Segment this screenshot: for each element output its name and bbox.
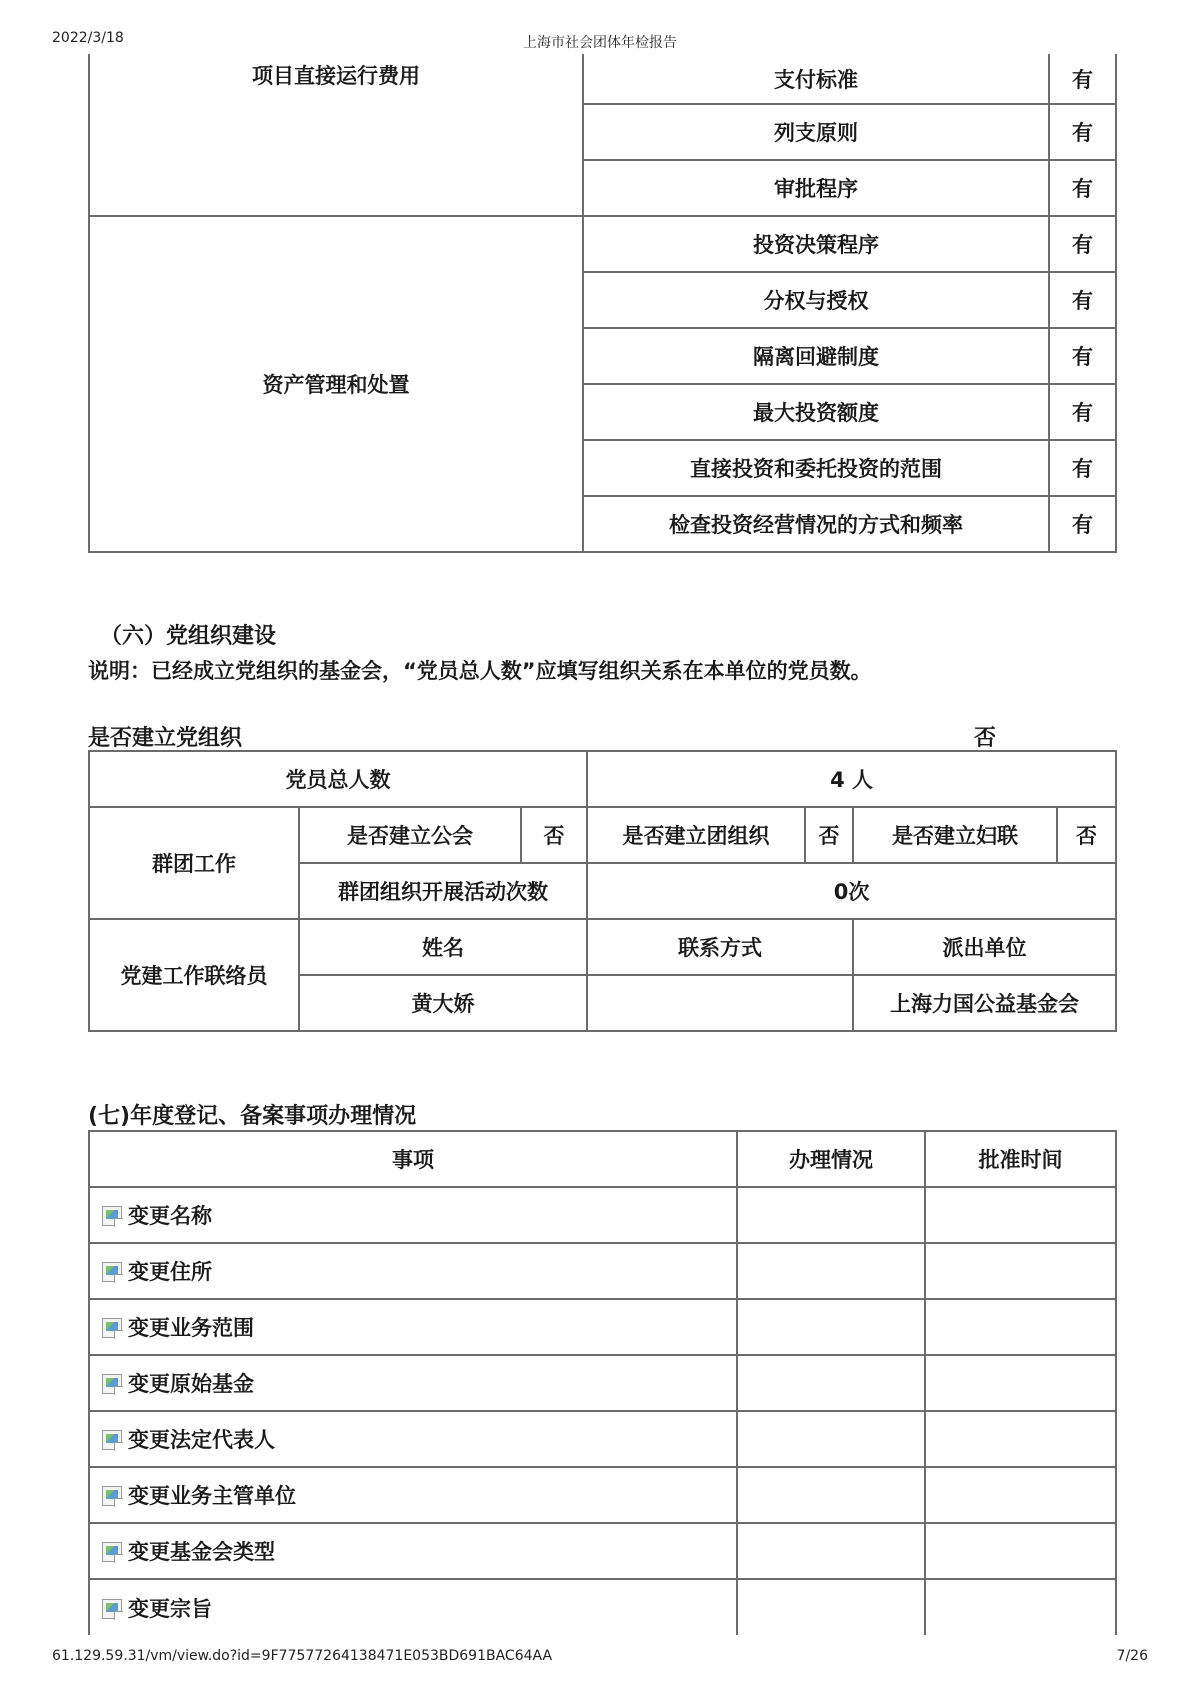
registration-time (925, 1355, 1116, 1411)
registration-status (737, 1411, 925, 1467)
registration-status (737, 1523, 925, 1579)
liaison-label: 党建工作联络员 (89, 919, 299, 1031)
page-number: 7/26 (1116, 1648, 1148, 1664)
table-row (89, 919, 1116, 975)
table-row (89, 54, 1116, 104)
activities-label: 群团组织开展活动次数 (299, 863, 587, 919)
mgmt-value: 有 (1049, 328, 1116, 384)
report-title: 上海市社会团体年检报告 (523, 35, 677, 51)
broken-image-icon (102, 1430, 122, 1450)
group-label: 资产管理和处置 (89, 216, 583, 552)
registration-item-label: 变更住所 (128, 1260, 212, 1284)
registration-section-title: (七)年度登记、备案事项办理情况 (88, 1104, 417, 1129)
contact-header: 联系方式 (587, 919, 853, 975)
registration-item-label: 变更名称 (128, 1204, 212, 1228)
table-row (89, 216, 1116, 272)
mgmt-value: 有 (1049, 216, 1116, 272)
table-header-row (89, 1131, 1116, 1187)
mgmt-item: 支付标准 (583, 54, 1049, 104)
registration-item (89, 1243, 737, 1299)
registration-status (737, 1355, 925, 1411)
broken-image-icon (102, 1262, 122, 1282)
group-label: 项目直接运行费用 (89, 54, 583, 216)
table-row (89, 751, 1116, 807)
union-value: 否 (521, 807, 587, 863)
name-header: 姓名 (299, 919, 587, 975)
registration-item-label: 变更业务范围 (128, 1316, 254, 1340)
mgmt-value: 有 (1049, 272, 1116, 328)
party-established-value: 否 (974, 726, 997, 751)
table-row (89, 1299, 1116, 1355)
registration-item (89, 1411, 737, 1467)
registration-time (925, 1243, 1116, 1299)
table-row (89, 1355, 1116, 1411)
members-label: 党员总人数 (89, 751, 587, 807)
league-label: 是否建立团组织 (587, 807, 805, 863)
table-row (89, 1523, 1116, 1579)
mgmt-item: 直接投资和委托投资的范围 (583, 440, 1049, 496)
registration-time (925, 1187, 1116, 1243)
broken-image-icon (102, 1374, 122, 1394)
status-header: 办理情况 (737, 1131, 925, 1187)
registration-status (737, 1299, 925, 1355)
page-url: 61.129.59.31/vm/view.do?id=9F77577264138471E053BD691BAC64AA (52, 1648, 553, 1664)
print-date: 2022/3/18 (52, 30, 124, 46)
mgmt-value: 有 (1049, 104, 1116, 160)
table-row (89, 1243, 1116, 1299)
mgmt-item: 审批程序 (583, 160, 1049, 216)
registration-item-label: 变更基金会类型 (128, 1540, 275, 1564)
registration-time (925, 1467, 1116, 1523)
mgmt-value: 有 (1049, 440, 1116, 496)
registration-time (925, 1523, 1116, 1579)
mgmt-item: 投资决策程序 (583, 216, 1049, 272)
time-header: 批准时间 (925, 1131, 1116, 1187)
league-value: 否 (805, 807, 853, 863)
registration-item (89, 1299, 737, 1355)
broken-image-icon (102, 1486, 122, 1506)
broken-image-icon (102, 1599, 122, 1619)
mgmt-item: 隔离回避制度 (583, 328, 1049, 384)
broken-image-icon (102, 1318, 122, 1338)
table-row (89, 1411, 1116, 1467)
registration-status (737, 1243, 925, 1299)
unit-header: 派出单位 (853, 919, 1116, 975)
item-header: 事项 (89, 1131, 737, 1187)
mgmt-value: 有 (1049, 496, 1116, 552)
registration-item (89, 1355, 737, 1411)
broken-image-icon (102, 1206, 122, 1226)
mass-work-label: 群团工作 (89, 807, 299, 919)
women-label: 是否建立妇联 (853, 807, 1057, 863)
registration-time (925, 1299, 1116, 1355)
mgmt-item: 列支原则 (583, 104, 1049, 160)
table-row (89, 807, 1116, 863)
members-value: 4 人 (587, 751, 1116, 807)
mgmt-item: 分权与授权 (583, 272, 1049, 328)
registration-item (89, 1523, 737, 1579)
table-row (89, 1467, 1116, 1523)
registration-item (89, 1467, 737, 1523)
union-label: 是否建立公会 (299, 807, 521, 863)
mgmt-item: 最大投资额度 (583, 384, 1049, 440)
registration-table (88, 1130, 1117, 1635)
management-table (88, 54, 1117, 553)
women-value: 否 (1057, 807, 1116, 863)
registration-time (925, 1411, 1116, 1467)
registration-item (89, 1579, 737, 1635)
mgmt-value: 有 (1049, 384, 1116, 440)
registration-item-label: 变更原始基金 (128, 1372, 254, 1396)
registration-item (89, 1187, 737, 1243)
liaison-unit: 上海力国公益基金会 (853, 975, 1116, 1031)
party-established-line (88, 721, 1115, 751)
mgmt-item: 检查投资经营情况的方式和频率 (583, 496, 1049, 552)
mgmt-value: 有 (1049, 160, 1116, 216)
registration-time (925, 1579, 1116, 1635)
broken-image-icon (102, 1542, 122, 1562)
page-header (52, 30, 1148, 50)
mgmt-value: 有 (1049, 54, 1116, 104)
registration-item-label: 变更业务主管单位 (128, 1484, 296, 1508)
registration-item-label: 变更宗旨 (128, 1596, 212, 1621)
table-row (89, 1187, 1116, 1243)
page-footer (52, 1648, 1148, 1668)
registration-status (737, 1579, 925, 1635)
party-section-title: （六）党组织建设 (100, 624, 277, 649)
registration-item-label: 变更法定代表人 (128, 1428, 275, 1452)
party-section-note: 说明：已经成立党组织的基金会，“党员总人数”应填写组织关系在本单位的党员数。 (88, 659, 872, 683)
table-row (89, 1579, 1116, 1635)
activities-value: 0次 (587, 863, 1116, 919)
party-table (88, 750, 1117, 1032)
registration-status (737, 1467, 925, 1523)
liaison-name: 黄大娇 (299, 975, 587, 1031)
registration-status (737, 1187, 925, 1243)
liaison-contact (587, 975, 853, 1031)
party-established-label: 是否建立党组织 (88, 726, 243, 751)
